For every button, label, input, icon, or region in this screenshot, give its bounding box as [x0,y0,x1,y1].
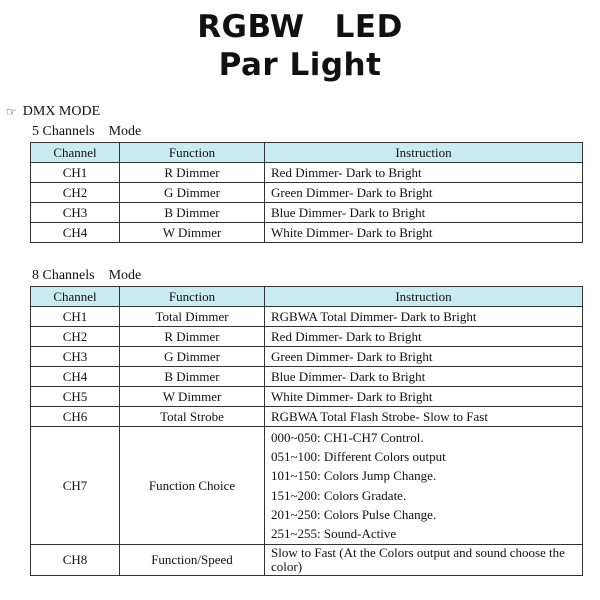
table-row: CH5 W Dimmer White Dimmer- Dark to Bright [31,387,583,407]
col-header-instruction: Instruction [265,287,583,307]
col-header-channel: Channel [31,143,120,163]
col-header-instruction: Instruction [265,143,583,163]
dmx-mode-heading [6,104,100,120]
table-row: CH2 G Dimmer Green Dimmer- Dark to Bright [31,183,583,203]
ch7-instruction: 000~050: CH1-CH7 Control. 051~100: Different Colors output 101~150: Colors Jump Change. 151~200: Colors Gradate. 201~250: Colors Pulse Change. 251~255: Sound-Active [265,427,583,545]
table-row: CH3 G Dimmer Green Dimmer- Dark to Bright [31,347,583,367]
table-row: CH4 B Dimmer Blue Dimmer- Dark to Bright [31,367,583,387]
dmx-mode-label: DMX MODE [22,104,101,119]
title-rgbw: RGBW [197,9,305,45]
mode5-label: 5 Channels Mode [32,124,142,139]
page-title [0,8,600,84]
mode8-table [30,286,583,576]
table-row-ch8: CH8 Function/Speed Slow to Fast (At the Colors output and sound choose the color) [31,545,583,576]
col-header-channel: Channel [31,287,120,307]
col-header-function: Function [120,143,265,163]
title-par-light: Par Light [218,47,382,83]
table-row: CH3 B Dimmer Blue Dimmer- Dark to Bright [31,203,583,223]
mode8-header-row [31,287,583,307]
title-led: LED [334,9,403,45]
table-row: CH1 R Dimmer Red Dimmer- Dark to Bright [31,163,583,183]
mode5-header-row [31,143,583,163]
mode5-table [30,142,583,243]
table-row: CH4 W Dimmer White Dimmer- Dark to Bright [31,223,583,243]
pointing-hand-icon: ☞ [6,105,17,119]
table-row: CH1 Total Dimmer RGBWA Total Dimmer- Dark to Bright [31,307,583,327]
mode8-label: 8 Channels Mode [32,268,142,283]
col-header-function: Function [120,287,265,307]
table-row: CH6 Total Strobe RGBWA Total Flash Strobe- Slow to Fast [31,407,583,427]
table-row: CH2 R Dimmer Red Dimmer- Dark to Bright [31,327,583,347]
table-row-ch7: CH7 Function Choice 000~050: CH1-CH7 Control. 051~100: Different Colors output 101~150: Colors Jump Change. 151~200: Colors Gradate. 201~250: Colors Pulse Change. 251~255: Sound-Active [31,427,583,545]
